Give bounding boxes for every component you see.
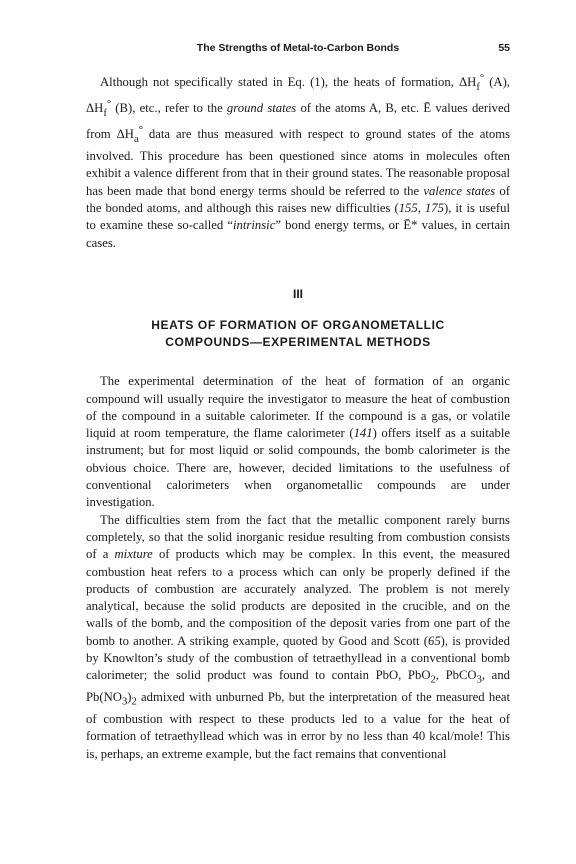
superscript: °: [106, 99, 112, 111]
reference-number: 141: [353, 426, 373, 441]
heading-line-1: HEATS OF FORMATION OF ORGANOMETALLIC: [151, 318, 445, 333]
text-run: data are thus measured with respect to ground states of the atoms involved. This procedure has been questioned since atoms in molecules often exhibit a valence different from that in their ground states. The reasonable proposal has been made that bond energy terms should be referred to the: [86, 127, 511, 198]
text-run: of the bonded atoms, and although this raises new difficulties (: [86, 183, 510, 216]
subscript: f: [476, 81, 480, 93]
reference-number: 65: [427, 633, 441, 648]
text-run: (B), etc., refer to the: [111, 101, 227, 116]
reference-number: 155, 175: [398, 201, 444, 216]
subscript: 3: [121, 696, 128, 708]
superscript: °: [479, 73, 485, 84]
text-run: Although not specifically stated in Eq. (1), the heats of formation, ΔH: [100, 75, 477, 90]
text-run: ), is provided by Knowlton’s study of the combustion of tetraethyllead in a conventional bomb calorimeter; the solid product was found to contain PbO, PbO: [86, 633, 510, 683]
running-head-title: The Strengths of Metal-to-Carbon Bonds: [196, 42, 400, 54]
subscript: 2: [131, 696, 137, 708]
text-run: ): [127, 690, 132, 705]
text-run: of products which may be complex. In this event, the measured combustion heat refers to a process which can only be properly defined if the products of combustion are accurately analyzed. The problem is not merely analytical, because the solid products are deposited in the crucible, and on the walls of the bomb, and the composition of the deposit varies from one part of the bomb to another. A striking example, quoted by Good and Scott (: [86, 547, 511, 648]
text-run: , and Pb(NO: [86, 668, 511, 705]
emphasis: intrinsic: [233, 218, 276, 233]
text-run: (A), ΔH: [86, 75, 510, 116]
section-number: III: [292, 286, 303, 301]
paragraph-1: [86, 70, 510, 252]
heading-line-2: COMPOUNDS—EXPERIMENTAL METHODS: [165, 335, 431, 350]
text-run: of the atoms A, B, etc. Ē values derived from ΔH: [86, 101, 510, 142]
emphasis: mixture: [114, 547, 153, 562]
section-heading: [86, 317, 510, 351]
running-head: [86, 42, 510, 58]
page-number: 55: [498, 42, 510, 54]
emphasis: ground states: [226, 101, 297, 116]
text-run: The experimental determination of the heat of formation of an organic compound will usually require the investigator to measure the heat of combustion of the compound in a suitable calorimeter. If the compound is a gas, or volatile liquid at room temperature, the flame calorimeter (: [86, 374, 510, 441]
body-text: [86, 70, 510, 763]
superscript: °: [138, 125, 143, 137]
paragraph-2: [86, 373, 510, 511]
text-run: The difficulties stem from the fact that the metallic component rarely burns completely, so that the solid inorganic residue resulting from combustion consists of a: [86, 512, 510, 562]
emphasis: valence states: [423, 183, 496, 198]
paragraph-3: [86, 512, 510, 763]
text-run: admixed with unburned Pb, but the interpretation of the measured heat of combustion with respect to these products led to a value for the heat of formation of tetraethyllead which was in error by no less than 40 kcal/mole! This is, perhaps, an extreme example, but the fact remains that conventional: [86, 690, 510, 761]
subscript: 2: [430, 674, 436, 686]
text-run: ), it is useful to examine these so-called “: [86, 201, 510, 233]
text-run: ) offers itself as a suitable instrument; but for most liquid or solid compounds, the bomb calorimeter is the obvious choice. There are, however, decided limitations to the usefulness of conventional calorimeters when organometallic compounds are under investigation.: [86, 426, 510, 510]
subscript: f: [103, 107, 107, 119]
text-run: ” bond energy terms, or Ē* values, in certain cases.: [86, 218, 510, 250]
subscript: a: [133, 133, 139, 145]
text-run: , PbCO: [435, 668, 477, 683]
subscript: 3: [476, 674, 482, 686]
